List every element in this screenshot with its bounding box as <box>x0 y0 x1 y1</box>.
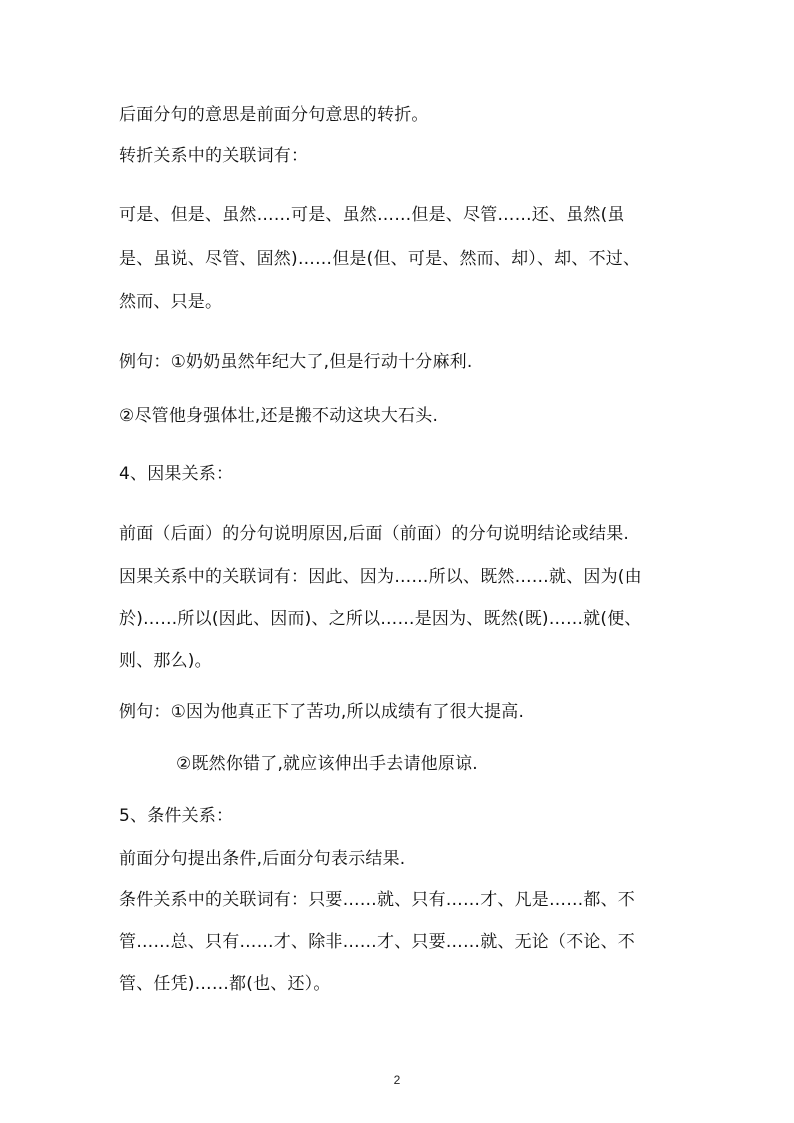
text-line: 因果关系中的关联词有：因此、因为……所以、既然……就、因为(由 <box>119 567 642 587</box>
text-line: 是、虽说、尽管、固然)……但是(但、可是、然而、却）、却、不过、 <box>119 249 641 269</box>
text-line: 管、任凭)……都(也、还）。 <box>119 974 331 994</box>
text-line: 条件关系中的关联词有：只要……就、只有……才、凡是……都、不 <box>119 890 635 910</box>
text-line: 后面分句的意思是前面分句意思的转折。 <box>119 105 429 125</box>
text-line: 则、那么)。 <box>119 651 212 671</box>
example-sentence: ②既然你错了,就应该伸出手去请他原谅. <box>176 754 478 774</box>
text-line: 於)……所以(因此、因而)、之所以……是因为、既然(既)……就(便、 <box>119 609 642 629</box>
example-sentence: ②尽管他身强体壮,还是搬不动这块大石头. <box>119 406 439 426</box>
text-line: 管……总、只有……才、除非……才、只要……就、无论（不论、不 <box>119 932 635 952</box>
text-line: 前面（后面）的分句说明原因,后面（前面）的分句说明结论或结果. <box>119 524 630 544</box>
text-line: 然而、只是。 <box>119 292 223 312</box>
section-heading: 4、因果关系： <box>119 464 234 484</box>
section-heading: 5、条件关系： <box>119 806 234 826</box>
page-number: 2 <box>393 1073 401 1087</box>
text-line: 可是、但是、虽然……可是、虽然……但是、尽管……还、虽然(虽 <box>119 205 625 225</box>
text-line: 前面分句提出条件,后面分句表示结果. <box>119 849 406 869</box>
text-line: 转折关系中的关联词有： <box>119 146 309 166</box>
example-sentence: 例句：①因为他真正下了苦功,所以成绩有了很大提高. <box>119 702 525 722</box>
example-sentence: 例句：①奶奶虽然年纪大了,但是行动十分麻利. <box>119 352 473 372</box>
